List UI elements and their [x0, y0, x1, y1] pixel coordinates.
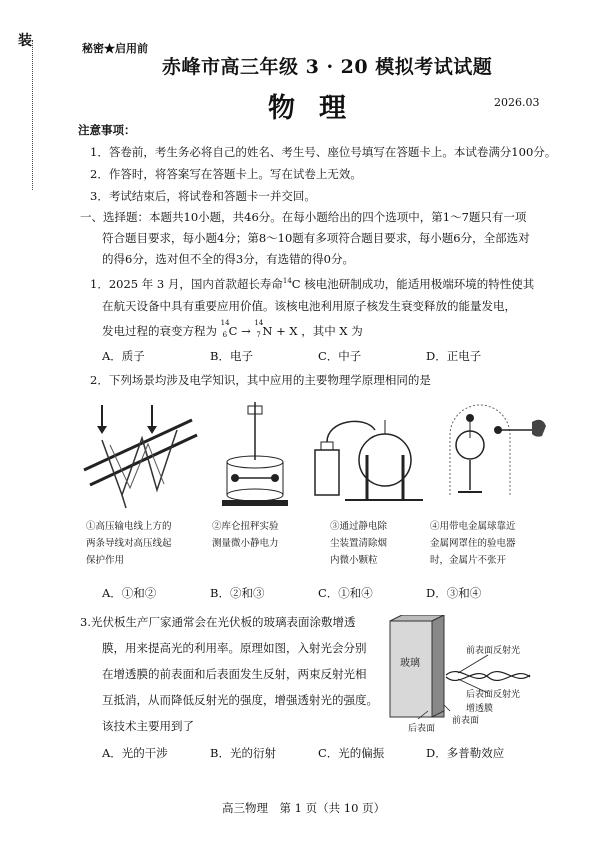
section-intro-line: 一、选择题：本题共10小题，共46分。在每小题给出的四个选项中，第1～7题只有一项 [80, 210, 527, 224]
option-b: B．电子 [210, 349, 253, 363]
option-a: A．光的干涉 [102, 746, 168, 760]
decay-arrow: → [241, 324, 251, 338]
caption-1 [86, 518, 196, 569]
torsion-balance-figure [210, 400, 300, 510]
q1-text: 1．2025 年 3 月，国内首款超长寿命 [90, 276, 283, 291]
exam-date: 2026.03 [494, 96, 540, 109]
option-c: C．①和④ [318, 586, 373, 600]
caption-line: 金属网罩住的验电器 [430, 538, 516, 549]
q1-text: 发电过程的衰变方程为 [102, 324, 217, 338]
note-item: 3．考试结束后，将试卷和答题卡一并交回。 [90, 189, 316, 203]
option-b: B．②和③ [210, 586, 265, 600]
section-intro-line: 符合题目要求，每小题4分；第8～10题有多项符合题目要求，每小题6分，全部选对 [102, 231, 530, 245]
binding-mark: 装 [18, 33, 32, 49]
notes-heading: 注意事项： [78, 123, 136, 137]
section-intro-line: 的得6分，选对但不全的得3分，有选错的得0分。 [102, 252, 354, 266]
option-c: C．中子 [318, 349, 362, 363]
caption-line: ④用带电金属球靠近 [430, 521, 516, 532]
exam-title: 赤峰市高三年级 3 · 20 模拟考试试题 [162, 56, 493, 78]
option-a: A．质子 [102, 349, 145, 363]
film-label: 增透膜 [466, 704, 494, 714]
q3-line: 在增透膜的前表面和后表面发生反射，两束反射光相 [102, 667, 367, 681]
front-surface-label: 前表面 [452, 716, 480, 726]
q3-line: 该技术主要用到了 [102, 719, 194, 733]
option-d: D．③和④ [426, 586, 482, 600]
caption-line: ③通过静电除 [330, 521, 388, 532]
caption-line: 两条导线对高压线起 [86, 538, 172, 549]
q3-line: 3.光伏板生产厂家通常会在光伏板的玻璃表面涂敷增透 [80, 615, 356, 629]
q3-line: 膜，用来提高光的利用率。原理如图，入射光会分别 [102, 641, 367, 655]
option-d: D．正电子 [426, 349, 482, 363]
caption-3 [330, 518, 440, 569]
electroscope-figure [440, 400, 550, 510]
subject-title: 物理 [268, 93, 370, 124]
carbon-number: 6 [222, 331, 228, 339]
option-d: D．多普勒效应 [426, 746, 505, 760]
q1-line3 [102, 320, 363, 343]
q1-line1 [90, 270, 534, 296]
caption-line: 保护作用 [86, 555, 125, 566]
caption-line: 测量微小静电力 [212, 538, 279, 549]
option-c: C．光的偏振 [318, 746, 385, 760]
caption-line: 时，金属片不张开 [430, 555, 507, 566]
carbon-symbol: C [228, 324, 238, 338]
front-reflect-label: 前表面反射光 [466, 646, 521, 656]
nitrogen-number: 7 [256, 331, 261, 339]
carbon-mass: 14 [220, 319, 230, 327]
caption-line: ①高压输电线上方的 [86, 521, 172, 532]
back-reflect-label: 后表面反射光 [466, 690, 521, 700]
nitrogen-mass: 14 [254, 319, 264, 327]
isotope-mass: 14 [282, 277, 292, 285]
glass-label: 玻璃 [400, 658, 420, 669]
q1-line2: 在航天设备中具有重要应用价值。该核电池利用原子核发生衰变释放的能量发电， [102, 299, 516, 313]
confidential-label: 秘密★启用前 [82, 42, 148, 55]
note-item: 1．答卷前，考生务必将自己的姓名、考生号、座位号填写在答题卡上。本试卷满分100分。 [90, 145, 557, 159]
page-footer: 高三物理 第 1 页（共 10 页） [222, 801, 386, 815]
anti-reflection-figure [388, 615, 558, 735]
back-surface-label: 后表面 [408, 724, 436, 734]
nitrogen-product: N + X [262, 324, 298, 338]
power-line-figure [82, 400, 202, 510]
note-item: 2．作答时，将答案写在答题卡上。写在试卷上无效。 [90, 167, 362, 181]
q2-stem: 2．下列场景均涉及电学知识，其中应用的主要物理学原理相同的是 [90, 373, 431, 387]
binding-line [12, 40, 33, 190]
caption-line: 内微小颗粒 [330, 555, 378, 566]
caption-4 [430, 518, 560, 569]
option-b: B．光的衍射 [210, 746, 276, 760]
option-a: A．①和② [102, 586, 157, 600]
caption-line: 尘装置清除烟 [330, 538, 388, 549]
q3-line: 互抵消，从而降低反射光的强度，增强透射光的强度。 [102, 693, 378, 707]
q1-text: ，其中 X 为 [301, 324, 363, 338]
caption-line: ②库仑扭秤实验 [212, 521, 279, 532]
q1-text: C 核电池研制成功，能适用极端环境的特性使其 [291, 276, 535, 291]
precipitator-figure [305, 410, 425, 510]
caption-2 [212, 518, 322, 552]
